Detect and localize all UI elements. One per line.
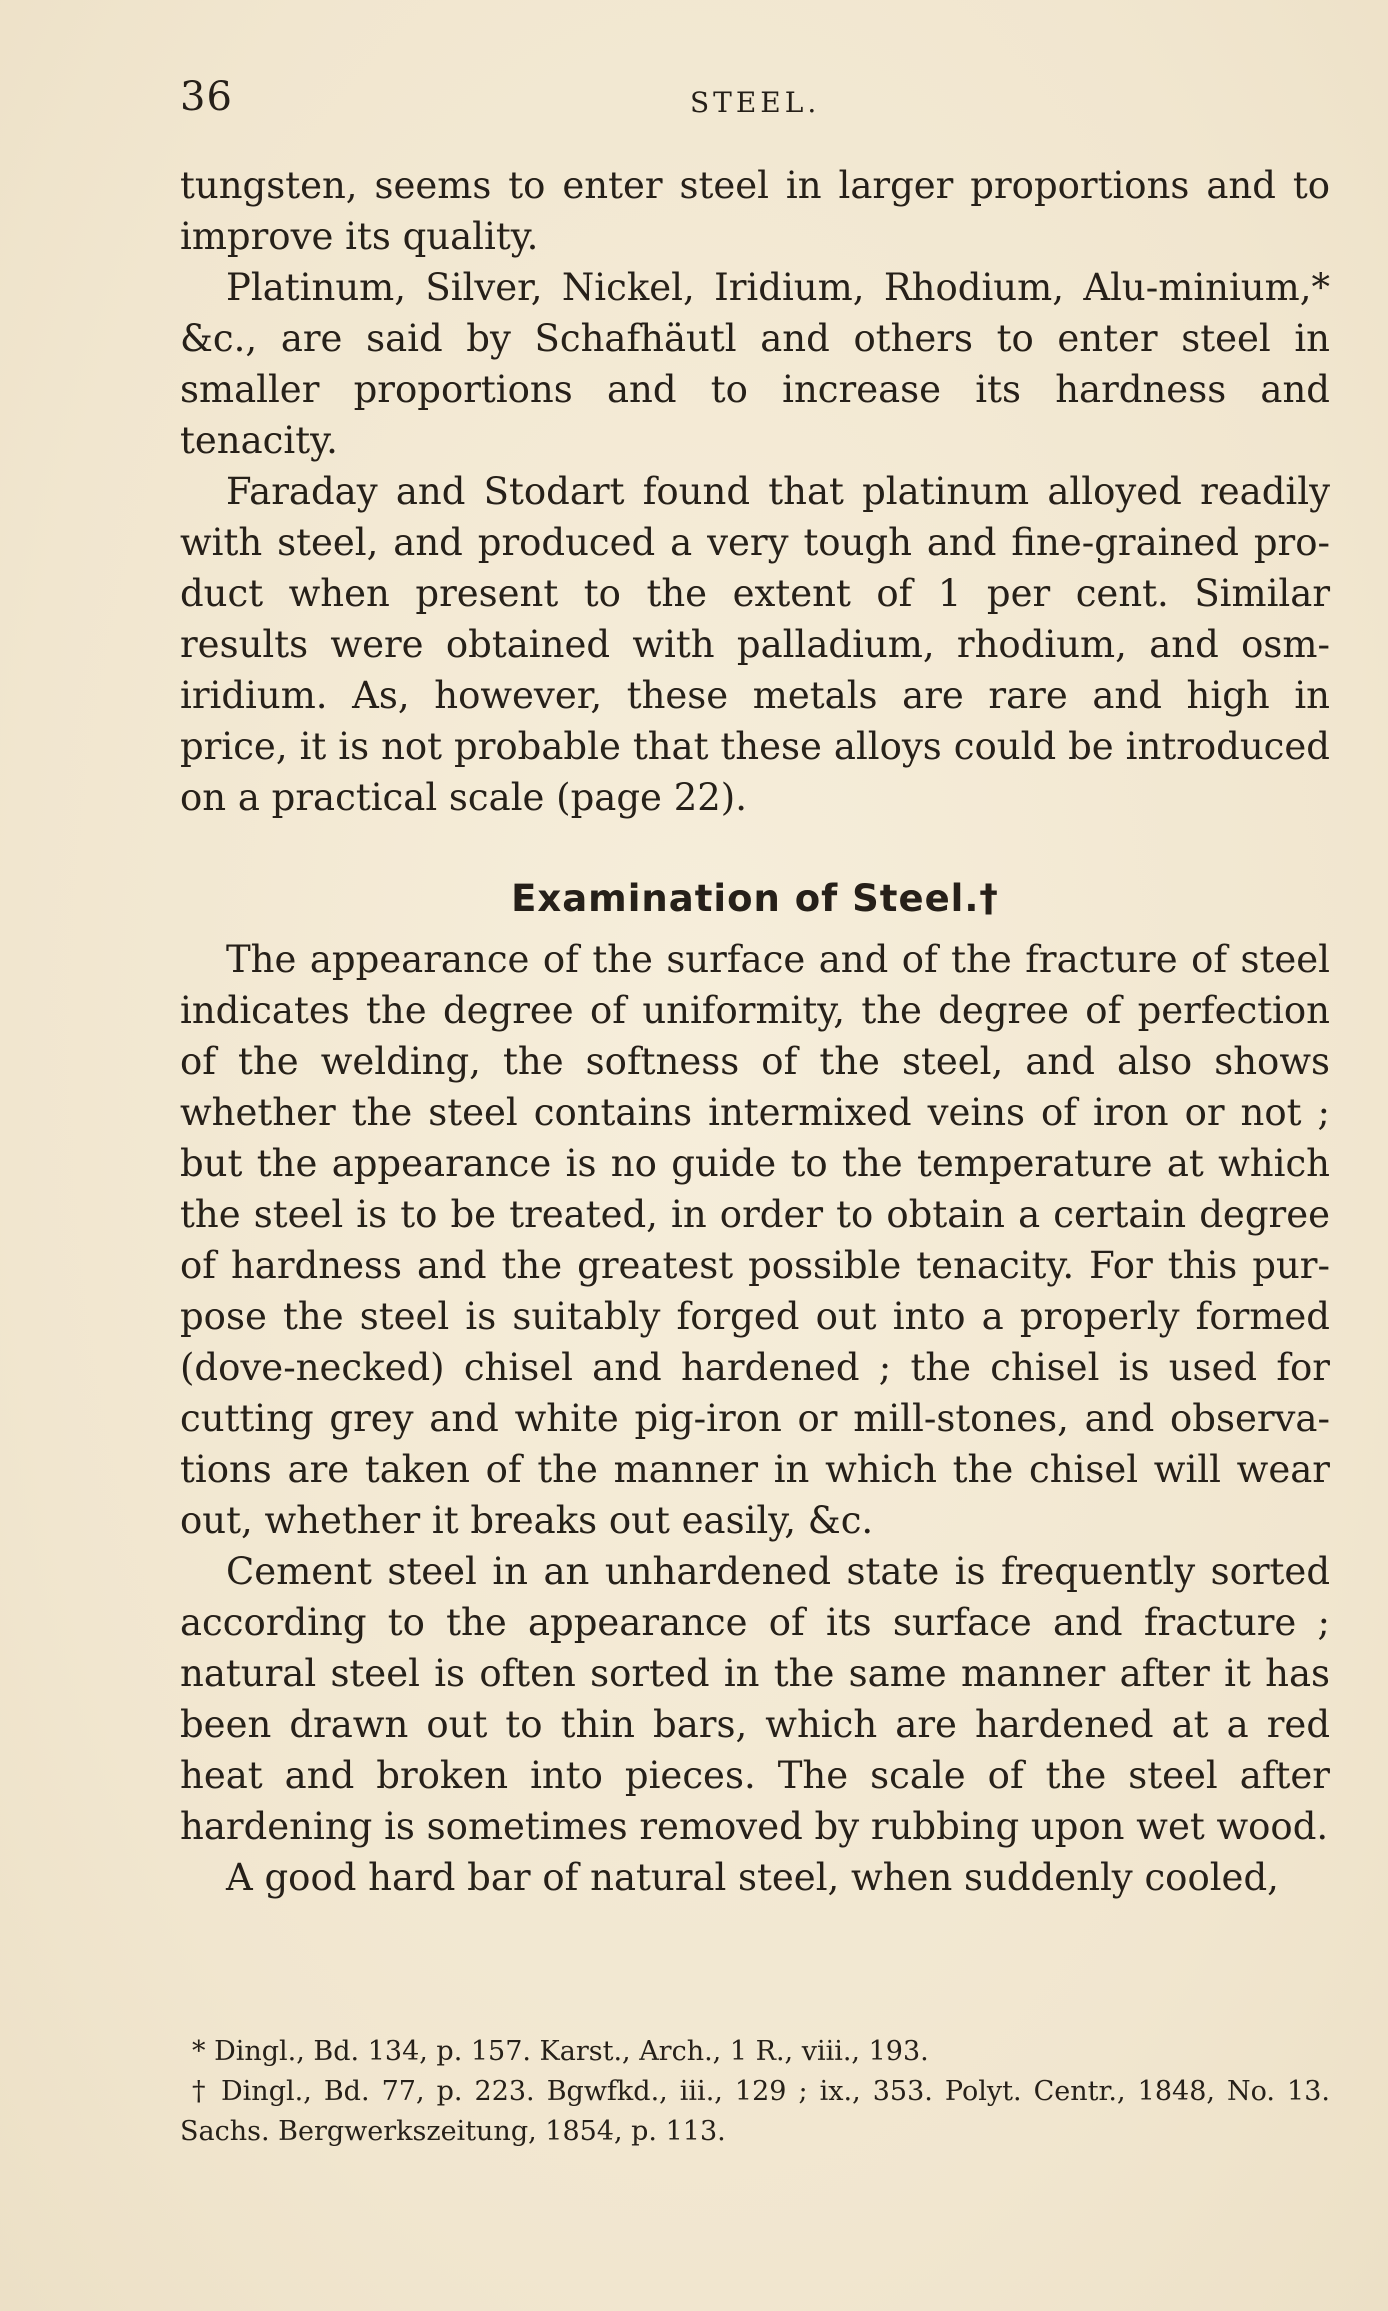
page-body bbox=[180, 160, 1330, 1903]
paragraph-appearance: The appearance of the surface and of the fracture of steel indicates the degree of uniformity, the degree of perfection of the welding, the softness of the steel, and also shows whether the steel contains intermixed veins of iron or not ; but the appearance is no guide to the temperature at which the steel is to be treated, in order to obtain a certain degree of hardness and the greatest possible tenacity. For this pur-pose the steel is suitably forged out into a properly formed (dove-necked) chisel and hardened ; the chisel is used for cutting grey and white pig-iron or mill-stones, and observa-tions are taken of the manner in which the chisel will wear out, whether it breaks out easily, &c. bbox=[180, 938, 1330, 1542]
footnotes bbox=[180, 2032, 1330, 2152]
paragraph-metals: Platinum, Silver, Nickel, Iridium, Rhodium, Alu-minium,* &c., are said by Schafhäutl and others to enter steel in smaller proportions and to increase its hardness and tenacity. bbox=[180, 266, 1330, 462]
paragraph-faraday-stodart: Faraday and Stodart found that platinum alloyed readily with steel, and produced a very tough and fine-grained pro-duct when present to the extent of 1 per cent. Similar results were obtained with palladium, rhodium, and osm-iridium. As, however, these metals are rare and high in price, it is not probable that these alloys could be introduced on a practical scale (page 22). bbox=[180, 470, 1330, 819]
running-head: STEEL. bbox=[690, 86, 821, 119]
page-header bbox=[180, 74, 1330, 124]
paragraph-cement-steel: Cement steel in an unhardened state is frequently sorted according to the appearance of its surface and fracture ; natural steel is often sorted in the same manner after it has been drawn out to thin bars, which are hardened at a red heat and broken into pieces. The scale of the steel after hardening is sometimes removed by rubbing upon wet wood. bbox=[180, 1550, 1330, 1848]
footnote-asterisk: * Dingl., Bd. 134, p. 157. Karst., Arch., 1 R., viii., 193. bbox=[192, 2036, 929, 2067]
paragraph-natural-steel: A good hard bar of natural steel, when suddenly cooled, bbox=[226, 1856, 1279, 1899]
footnote-dagger: † Dingl., Bd. 77, p. 223. Bgwfkd., iii., 129 ; ix., 353. Polyt. Centr., 1848, No. 13. Sachs. Bergwerkszeitung, 1854, p. 113. bbox=[180, 2076, 1330, 2147]
section-heading: Examination of Steel.† bbox=[511, 877, 999, 920]
page-number: 36 bbox=[180, 74, 233, 120]
paragraph-continuation: tungsten, seems to enter steel in larger proportions and to improve its quality. bbox=[180, 164, 1330, 258]
